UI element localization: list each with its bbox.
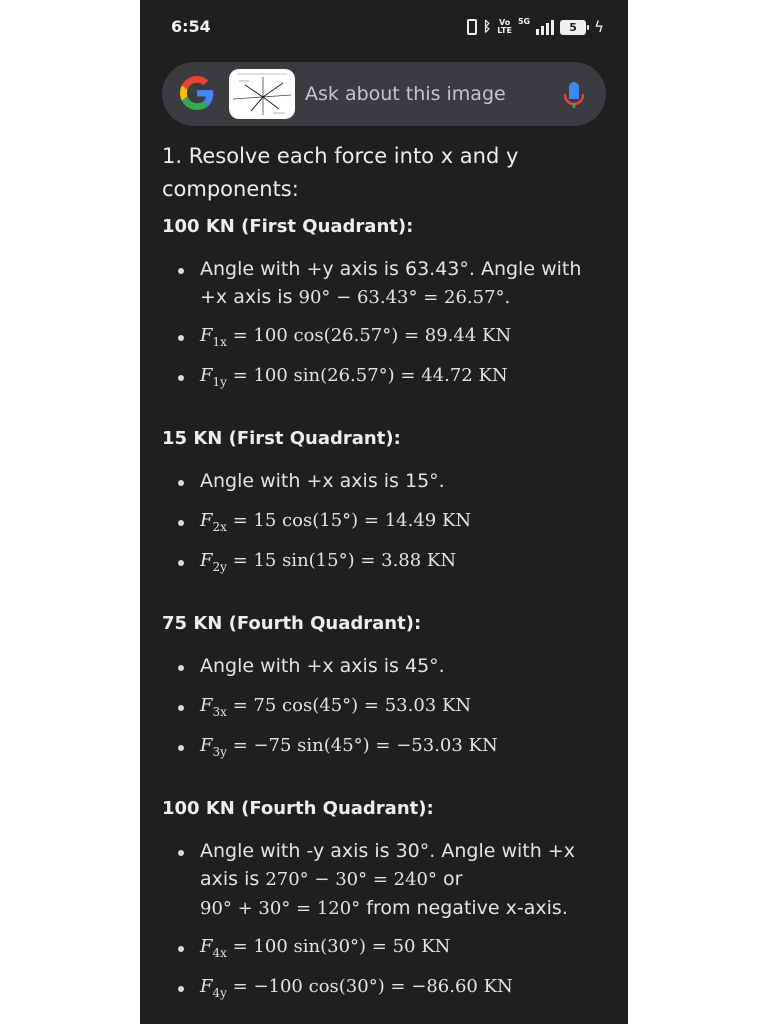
- equation-subscript: 1x: [212, 335, 227, 349]
- bluetooth-icon: ᛒ: [482, 19, 492, 35]
- answer-content: [162, 140, 612, 1001]
- search-input[interactable]: [305, 80, 565, 108]
- list-item: [162, 467, 612, 495]
- battery-level: 5: [569, 20, 577, 34]
- section-title: 100 KN (First Quadrant):: [162, 216, 414, 237]
- answer-heading: 1. Resolve each force into x and y components:: [162, 144, 519, 201]
- list-item: [162, 933, 612, 961]
- volte-bottom-label: LTE: [497, 26, 512, 35]
- equation-variable: F: [200, 550, 213, 571]
- list-item: [162, 973, 612, 1001]
- equation-expression: = 75 cos(45°) = 53.03 KN: [226, 695, 472, 716]
- volte-icon: [497, 19, 512, 35]
- microphone-icon[interactable]: [562, 81, 586, 109]
- bullet-list: [162, 467, 612, 575]
- equation-variable: F: [200, 325, 213, 346]
- equation-subscript: 1y: [212, 375, 227, 389]
- equation-subscript: 4x: [212, 946, 227, 960]
- bullet-list: [162, 255, 612, 390]
- charging-icon: ϟ: [594, 18, 604, 36]
- battery-icon: [560, 20, 586, 35]
- equation-expression: = 15 cos(15°) = 14.49 KN: [226, 510, 472, 531]
- section-title: 15 KN (First Quadrant):: [162, 428, 401, 449]
- list-item: [162, 362, 612, 390]
- section-100kn-fourth: [162, 798, 612, 1001]
- list-item: [162, 547, 612, 575]
- status-time: 6:54: [171, 17, 211, 36]
- force-diagram-thumbnail-icon: [229, 69, 295, 119]
- list-item: [162, 732, 612, 760]
- bullet-math-2: 90° + 30° = 120°: [200, 898, 361, 919]
- equation-subscript: 3x: [212, 705, 227, 719]
- volte-top-label: Vo: [498, 18, 511, 27]
- equation-expression: = 100 sin(30°) = 50 KN: [226, 936, 451, 957]
- bullet-text: Angle with +x axis is 15°.: [200, 470, 445, 492]
- equation-variable: F: [200, 976, 213, 997]
- bullet-list: [162, 652, 612, 760]
- bullet-tail: .: [504, 287, 511, 308]
- section-15kn-first: [162, 428, 612, 575]
- bullet-tail-2: from negative x-axis.: [360, 897, 568, 919]
- equation-subscript: 2y: [212, 560, 227, 574]
- equation-variable: F: [200, 365, 213, 386]
- equation-variable: F: [200, 695, 213, 716]
- phone-screen: [140, 0, 628, 1024]
- vibrate-icon: [467, 19, 477, 35]
- bullet-text: Angle with +y axis is 63.43°. Angle with +x axis is: [200, 258, 582, 308]
- bullet-tail: or: [437, 868, 463, 890]
- equation-variable: F: [200, 936, 213, 957]
- list-item: [162, 837, 612, 923]
- bullet-math: 270° − 30° = 240°: [265, 869, 437, 890]
- signal-strength-icon: [536, 19, 554, 35]
- bullet-text: Angle with -y axis is 30°. Angle with +x axis is: [200, 840, 575, 890]
- lens-search-bar[interactable]: [162, 62, 606, 126]
- list-item: [162, 322, 612, 350]
- section-75kn-fourth: [162, 613, 612, 760]
- equation-expression: = 100 cos(26.57°) = 89.44 KN: [226, 325, 512, 346]
- network-gen-label: 5G: [517, 17, 531, 26]
- list-item: [162, 255, 612, 312]
- bullet-list: [162, 837, 612, 1001]
- image-thumbnail[interactable]: [229, 69, 295, 119]
- equation-subscript: 4y: [212, 986, 227, 1000]
- equation-subscript: 3y: [212, 745, 227, 759]
- equation-subscript: 2x: [212, 520, 227, 534]
- bullet-text: Angle with +x axis is 45°.: [200, 655, 445, 677]
- google-logo-icon[interactable]: [180, 76, 214, 110]
- equation-expression: = −75 sin(45°) = −53.03 KN: [226, 735, 498, 756]
- list-item: [162, 692, 612, 720]
- equation-variable: F: [200, 510, 213, 531]
- equation-expression: = −100 cos(30°) = −86.60 KN: [226, 976, 513, 997]
- section-100kn-first: [162, 216, 612, 390]
- status-bar: [140, 0, 628, 54]
- equation-variable: F: [200, 735, 213, 756]
- list-item: [162, 652, 612, 680]
- equation-expression: = 15 sin(15°) = 3.88 KN: [226, 550, 457, 571]
- section-title: 100 KN (Fourth Quadrant):: [162, 798, 434, 819]
- bullet-math: 90° − 63.43° = 26.57°: [298, 287, 505, 308]
- status-icons: [467, 16, 604, 38]
- section-title: 75 KN (Fourth Quadrant):: [162, 613, 422, 634]
- equation-expression: = 100 sin(26.57°) = 44.72 KN: [226, 365, 508, 386]
- list-item: [162, 507, 612, 535]
